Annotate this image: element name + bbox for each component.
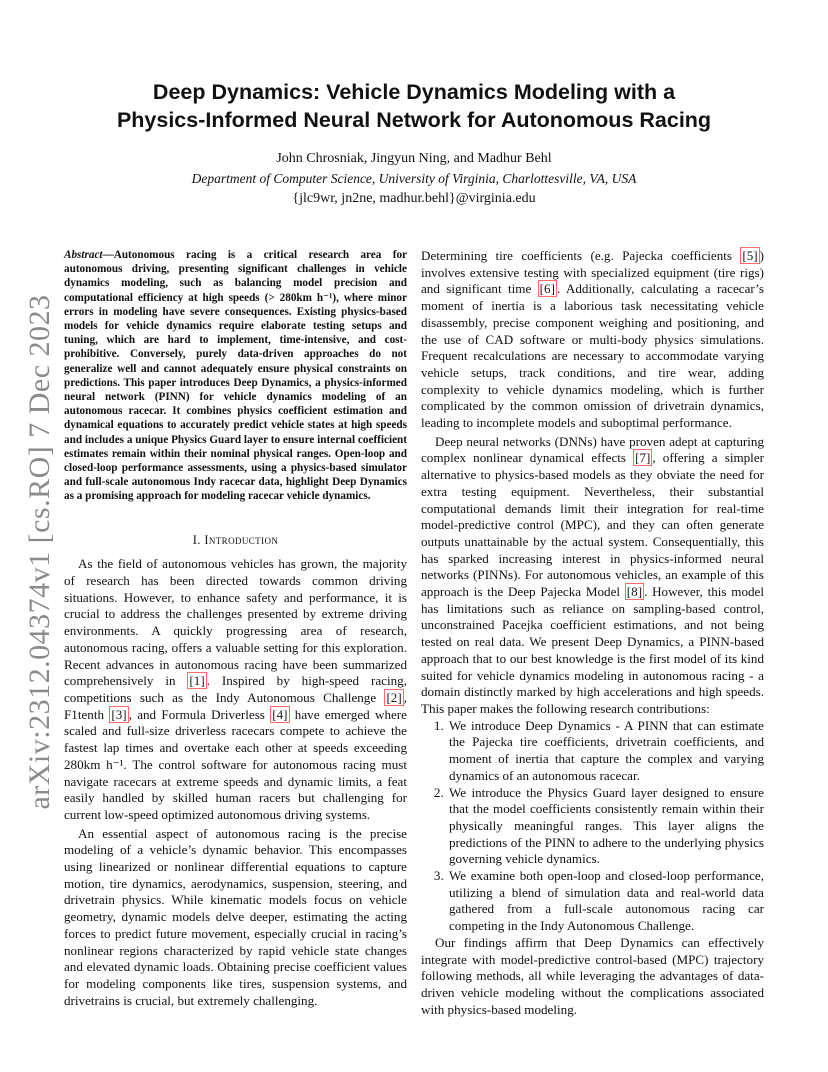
- citation-link[interactable]: [7]: [635, 450, 651, 466]
- citation-link[interactable]: [4]: [272, 706, 288, 722]
- paragraph-text: , offering a simpler alternative to physics-based models as they obviate the need for extra testing equipment. Nevertheless, their substantial computational demands limit their integration for real-time model-predictive control (MPC), and they can often generate outputs unattainable by the actual system. Consequentially, this has sparked increasing interest in physics-informed neural networks (PINNs). For autonomous vehicles, an example of this approach is the Deep Pajecka Model: [421, 450, 764, 600]
- intro-paragraph-3: [421, 248, 764, 432]
- citation-link[interactable]: [2]: [386, 689, 402, 705]
- paragraph-text: . Inspired by high-speed racing, competitions such as the Indy Autonomous Challenge: [64, 673, 407, 705]
- contributions-list: [421, 718, 764, 935]
- email-list: {jlc9wr, jn2ne, madhur.behl}@virginia.edu: [292, 191, 536, 206]
- contribution-item: 3. We examine both open-loop and closed-loop performance, utilizing a blend of simulation data and real-world data gathered from a full-scale autonomous racing car competing in the Indy Autonomous Challenge.: [447, 868, 764, 935]
- citation-link[interactable]: [8]: [626, 584, 643, 600]
- paragraph-text: ) involves extensive testing with specialized equipment (tire rigs) and significant time: [421, 248, 764, 297]
- citation-link[interactable]: [6]: [539, 281, 555, 297]
- paragraph-text: . Additionally, calculating a racecar’s moment of inertia is a laborious task necessitating vehicle disassembly, precise component weighing and positioning, and the use of CAD software or multi-body physics simulations. Frequent recalculations are necessary to accommodate varying vehicle setups, track conditions, and tire wear, adding complexity to vehicle dynamics modeling, which is further complicated by the common omission of drivetrain dynamics, leading to incomplete models and suboptimal performance.: [421, 281, 764, 431]
- abstract-text: —Autonomous racing is a critical research area for autonomous driving, presenting significant challenges in vehicle dynamics modeling, such as balancing model precision and computational efficiency at high speeds (> 280km h⁻¹), where minor errors in modeling have severe consequences. Existing physics-based models for vehicle dynamics require elaborate testing setups and tuning, which are hard to implement, time-intensive, and cost-prohibitive. Conversely, purely data-driven approaches do not generalize well and cannot adequately ensure physical constraints on predictions. This paper introduces Deep Dynamics, a physics-informed neural network (PINN) for vehicle dynamics modeling of an autonomous racecar. It combines physics coefficient estimation and dynamical equations to accurately predict vehicle states at high speeds and includes a unique Physics Guard layer to ensure internal coefficient estimates remain within their nominal physical ranges. Open-loop and closed-loop performance assessments, using a physics-based simulator and full-scale autonomous Indy racecar data, highlight Deep Dynamics as a promising approach for modeling racecar vehicle dynamics.: [64, 249, 407, 503]
- paragraph-text: , and Formula Driverless: [128, 706, 271, 722]
- paragraph-text: , F1tenth: [64, 689, 407, 722]
- abstract-label: Abstract: [64, 249, 103, 261]
- paragraph-text: Deep neural networks (DNNs) have proven adept at capturing complex nonlinear dynamical effects: [421, 433, 764, 466]
- intro-paragraph-2: An essential aspect of autonomous racing is the precise modeling of a vehicle’s dynamic behavior. This encompasses using linearized or nonlinear differential equations to capture motion, tire dynamics, aerodynamics, suspension, steering, and drivetrain physics. While kinematic models focus on vehicle geometry, dynamic models delve deeper, estimating the acting forces to predict future movement, especially crucial in racing’s nonlinear regions characterized by rapid vehicle state changes and elevated dynamic loads. Obtaining precise coefficient values for modeling components like tires, suspension systems, and drivetrains is crucial, but extremely challenging.: [64, 825, 407, 1008]
- paragraph-text: have emerged where scaled and full-size driverless racecars compete to achieve the fastest lap times and overtake each other at speeds exceeding 280km h⁻¹. The control software for autonomous racing must navigate racecars at extreme speeds and dynamic limits, a feat easily handled by skilled human racers but challenging for current low-speed optimized autonomous driving systems.: [64, 706, 407, 822]
- contribution-item: 1. We introduce Deep Dynamics - A PINN that can estimate the Pajecka tire coefficients, drivetrain coefficients, and moment of inertia that capture the complex and varying dynamics of an autonomous racecar.: [447, 718, 764, 785]
- paragraph-text: . However, this model has limitations such as reliance on sampling-based control, unconstrained Pacejka coefficient estimations, and not being tested on real data. We present Deep Dynamics, a PINN-based approach that to our best knowledge is the first model of its kind suited for vehicle dynamics modeling in autonomous racing - a domain distinctly marked by high accelerations and high speeds. This paper makes the following research contributions:: [421, 584, 764, 716]
- paper-header: [60, 78, 768, 208]
- abstract: [64, 248, 407, 504]
- author-list: John Chrosniak, Jingyun Ning, and Madhur Behl: [276, 151, 552, 166]
- arxiv-stamp: [14, 292, 66, 812]
- citation-link[interactable]: [5]: [742, 248, 758, 263]
- paragraph-text: Determining tire coefficients (e.g. Pajecka coefficients: [421, 248, 741, 263]
- paper-title: [60, 78, 768, 134]
- intro-paragraph-5: Our findings affirm that Deep Dynamics can effectively integrate with model-predictive control-based (MPC) trajectory following methods, all while leveraging the advantages of data-driven vehicle modeling without the complications associated with physics-based modeling.: [421, 934, 764, 1017]
- right-column: [421, 248, 764, 1018]
- intro-paragraph-4: [421, 434, 764, 718]
- affiliation: Department of Computer Science, University of Virginia, Charlottesville, VA, USA: [191, 171, 637, 186]
- citation-link[interactable]: [1]: [189, 673, 205, 689]
- contribution-item: 2. We introduce the Physics Guard layer designed to ensure that the model coefficients consistently remain within their physically meaningful ranges. This layer aligns the predictions of the PINN to adhere to the underlying physics governing vehicle dynamics.: [447, 785, 764, 869]
- title-line-2: Physics-Informed Neural Network for Autonomous Racing: [116, 108, 712, 132]
- title-line-1: Deep Dynamics: Vehicle Dynamics Modeling with a: [152, 80, 676, 104]
- paragraph-text: As the field of autonomous vehicles has grown, the majority of research has been directed towards common driving situations. However, to enhance safety and performance, it is crucial to address the challenges presented by extreme driving environments. A quickly progressing area of research, autonomous racing, offers a valuable setting for this exploration. Recent advances in autonomous racing have been summarized comprehensively in: [64, 556, 407, 689]
- citation-link[interactable]: [3]: [111, 706, 127, 722]
- arxiv-stamp-text: arXiv:2312.04374v1 [cs.RO] 7 Dec 2023: [23, 294, 56, 810]
- intro-paragraph-1: [64, 556, 407, 823]
- section-heading-introduction: I. Introduction: [192, 532, 279, 547]
- left-column: [64, 248, 407, 1009]
